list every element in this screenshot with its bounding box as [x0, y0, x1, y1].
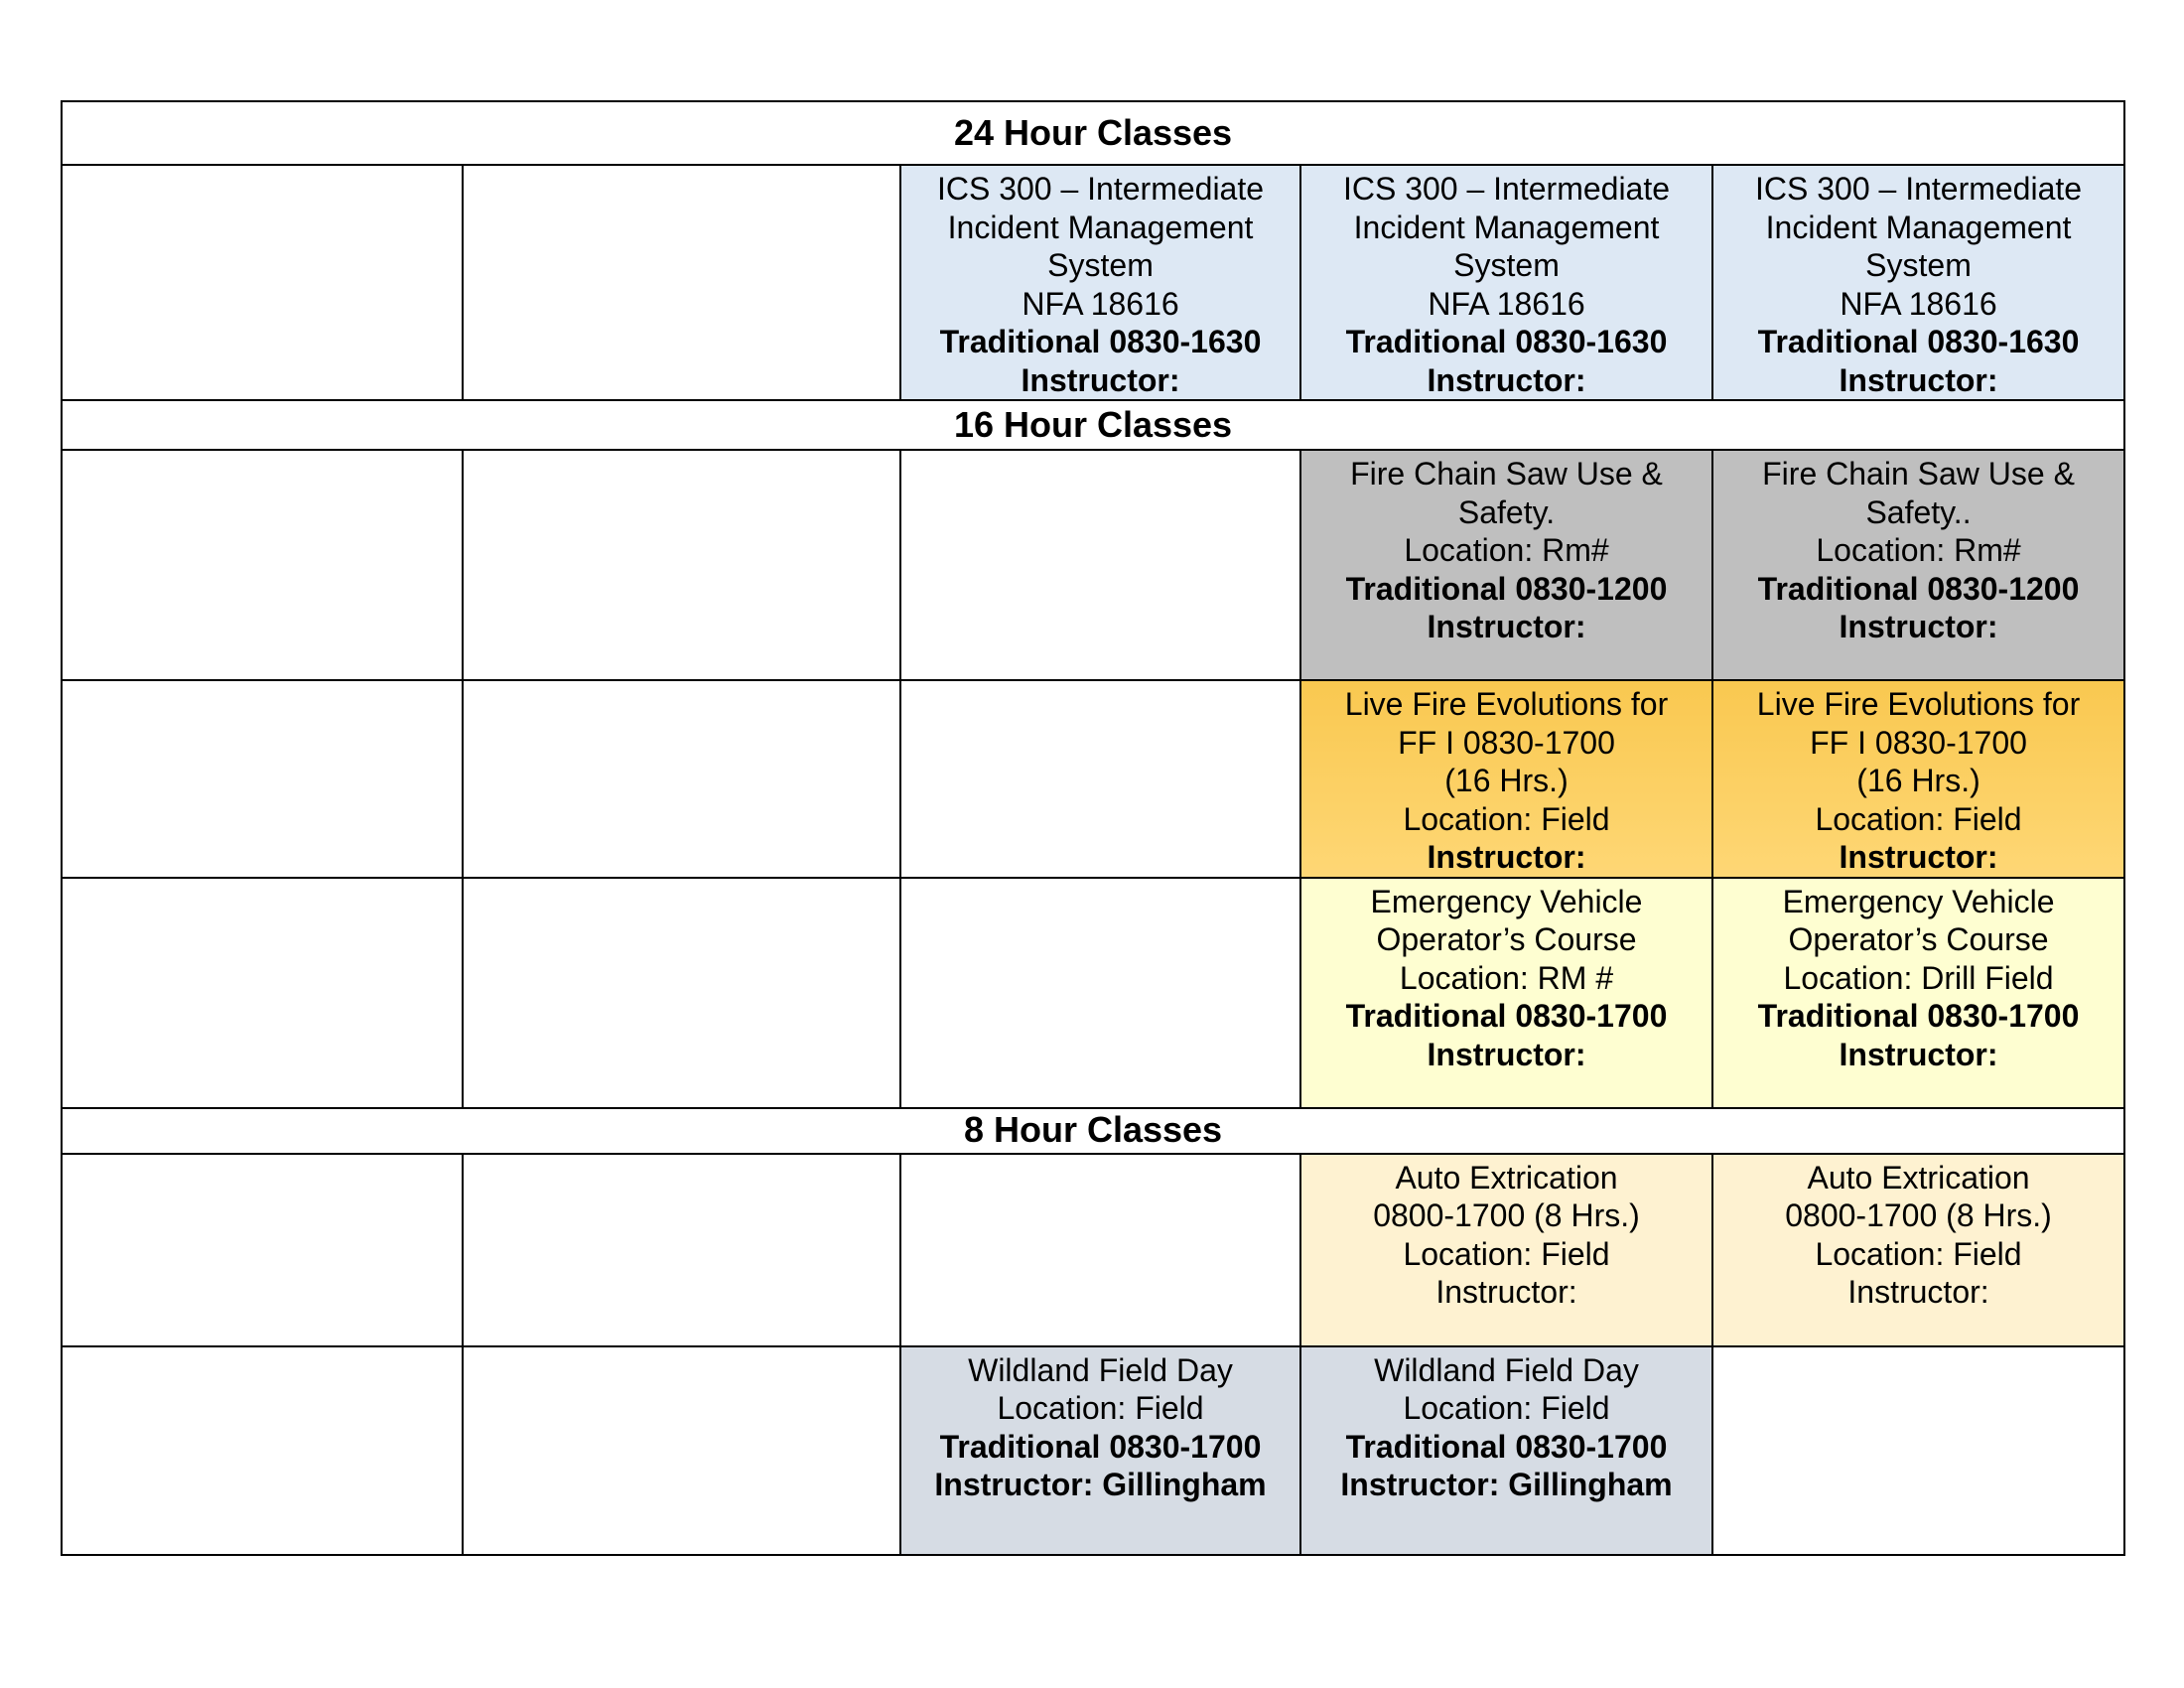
- empty-cell: [62, 878, 463, 1108]
- class-cell-auto-extrication: Auto Extrication 0800-1700 (8 Hrs.) Location: Field Instructor:: [1712, 1154, 2124, 1346]
- class-cell-wildland: Wildland Field Day Location: Field Traditional 0830-1700 Instructor: Gillingham: [900, 1346, 1300, 1555]
- class-cell-ics300: ICS 300 – Intermediate Incident Management System NFA 18616 Traditional 0830-1630 Instructor:: [1300, 165, 1712, 400]
- empty-cell: [900, 450, 1300, 680]
- section-row-8-hour: [62, 1108, 2124, 1154]
- class-cell-ics300: ICS 300 – Intermediate Incident Management System NFA 18616 Traditional 0830-1630 Instructor:: [900, 165, 1300, 400]
- empty-cell: [900, 680, 1300, 878]
- empty-cell: [62, 1346, 463, 1555]
- empty-cell: [1712, 1346, 2124, 1555]
- section-title-8-hour: 8 Hour Classes: [62, 1108, 2124, 1154]
- class-schedule-table: [61, 100, 2125, 1556]
- empty-cell: [900, 1154, 1300, 1346]
- empty-cell: [463, 1346, 900, 1555]
- class-cell-evoc: Emergency Vehicle Operator’s Course Location: RM # Traditional 0830-1700 Instructor:: [1300, 878, 1712, 1108]
- empty-cell: [62, 680, 463, 878]
- empty-cell: [463, 450, 900, 680]
- empty-cell: [463, 1154, 900, 1346]
- empty-cell: [463, 165, 900, 400]
- table-row: [62, 165, 2124, 400]
- section-row-16-hour: [62, 400, 2124, 450]
- empty-cell: [62, 165, 463, 400]
- empty-cell: [463, 680, 900, 878]
- table-row: [62, 1154, 2124, 1346]
- table-row: [62, 680, 2124, 878]
- empty-cell: [900, 878, 1300, 1108]
- table-row: [62, 1346, 2124, 1555]
- class-cell-chainsaw: Fire Chain Saw Use & Safety.. Location: Rm# Traditional 0830-1200 Instructor:: [1712, 450, 2124, 680]
- class-cell-live-fire: Live Fire Evolutions for FF I 0830-1700 (16 Hrs.) Location: Field Instructor:: [1712, 680, 2124, 878]
- class-cell-evoc: Emergency Vehicle Operator’s Course Location: Drill Field Traditional 0830-1700 Instructor:: [1712, 878, 2124, 1108]
- table-row: [62, 450, 2124, 680]
- section-title-16-hour: 16 Hour Classes: [62, 400, 2124, 450]
- class-cell-auto-extrication: Auto Extrication 0800-1700 (8 Hrs.) Location: Field Instructor:: [1300, 1154, 1712, 1346]
- class-cell-live-fire: Live Fire Evolutions for FF I 0830-1700 (16 Hrs.) Location: Field Instructor:: [1300, 680, 1712, 878]
- empty-cell: [62, 450, 463, 680]
- table-row: [62, 878, 2124, 1108]
- class-cell-wildland: Wildland Field Day Location: Field Traditional 0830-1700 Instructor: Gillingham: [1300, 1346, 1712, 1555]
- class-cell-chainsaw: Fire Chain Saw Use & Safety. Location: Rm# Traditional 0830-1200 Instructor:: [1300, 450, 1712, 680]
- class-cell-ics300: ICS 300 – Intermediate Incident Management System NFA 18616 Traditional 0830-1630 Instructor:: [1712, 165, 2124, 400]
- section-row-24-hour: [62, 101, 2124, 165]
- empty-cell: [463, 878, 900, 1108]
- empty-cell: [62, 1154, 463, 1346]
- section-title-24-hour: 24 Hour Classes: [62, 101, 2124, 165]
